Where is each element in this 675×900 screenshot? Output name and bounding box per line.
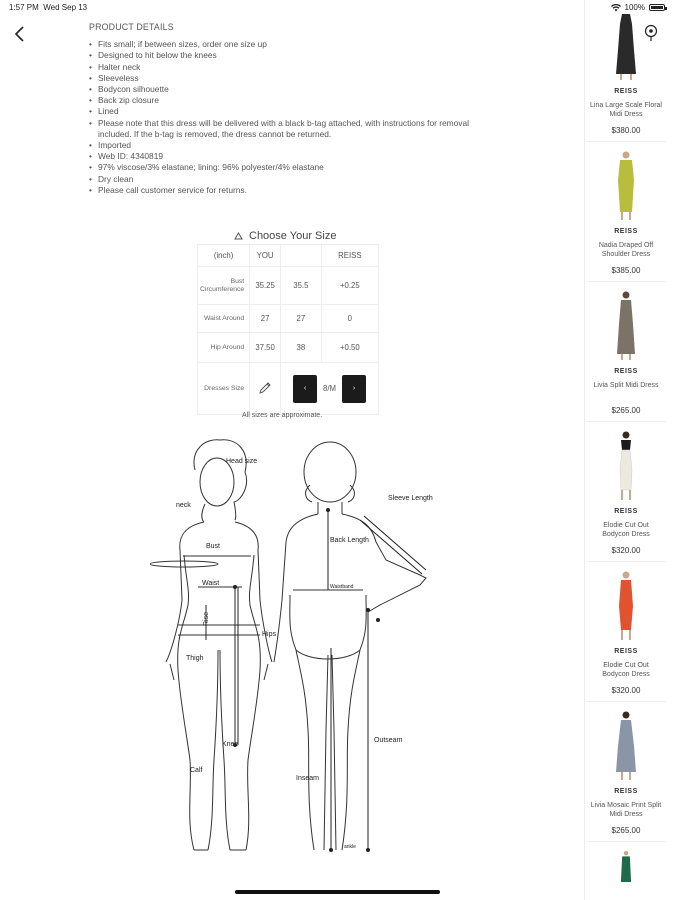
choose-size-title: Choose Your Size <box>249 230 337 242</box>
product-price: $380.00 <box>611 126 641 135</box>
product-brand: REISS <box>614 788 638 795</box>
status-time: 1:57 PM <box>9 3 39 12</box>
table-row <box>198 305 379 333</box>
detail-item: • 97% viscose/3% elastane; lining: 96% polyester/4% elastane <box>89 162 489 173</box>
label-outseam: Outseam <box>374 737 403 744</box>
status-bar <box>0 0 675 14</box>
size-value: 38 <box>280 333 321 363</box>
status-date: Wed Sep 13 <box>43 3 88 12</box>
product-thumbnail <box>612 150 640 222</box>
selected-size: 8/M <box>322 384 336 393</box>
detail-item: • Fits small; if between sizes, order one size up <box>89 39 489 50</box>
label-inseam: Inseam <box>296 775 319 782</box>
col-header-brand: REISS <box>321 245 378 267</box>
size-next-button[interactable]: › <box>342 375 366 403</box>
edit-cell <box>250 363 281 415</box>
row-label: Bust Circumference <box>198 267 250 305</box>
front-figure-outline <box>150 440 272 850</box>
detail-item: • Sleeveless <box>89 73 489 84</box>
size-selector-cell <box>280 363 378 415</box>
product-name: Livia Mosaic Print Split Midi Dress <box>590 802 662 818</box>
product-name: Elodie Cut Out Bodycon Dress <box>602 522 650 538</box>
label-neck: neck <box>176 502 191 509</box>
product-thumbnail <box>612 430 640 502</box>
product-card[interactable] <box>586 2 666 142</box>
product-name: Livia Split Midi Dress <box>593 382 659 389</box>
product-card[interactable] <box>586 282 666 422</box>
measurement-markers <box>233 508 380 852</box>
status-time-date <box>9 3 87 12</box>
pencil-icon[interactable] <box>258 381 272 395</box>
product-name: Nadia Draped Off Shoulder Dress <box>598 242 654 258</box>
product-details-list <box>89 39 489 196</box>
dress-size-label: Dresses Size <box>198 363 250 415</box>
product-name: Lina Large Scale Floral Midi Dress <box>590 102 662 118</box>
you-value: 35.25 <box>250 267 281 305</box>
product-details-title: PRODUCT DETAILS <box>89 22 174 32</box>
product-brand: REISS <box>614 508 638 515</box>
label-head-size: Head size <box>226 458 258 465</box>
you-value: 37.50 <box>250 333 281 363</box>
back-figure-outline <box>274 442 426 850</box>
size-approx-note: All sizes are approximate. <box>242 412 323 419</box>
label-thigh: Thigh <box>186 655 204 662</box>
table-row <box>198 363 379 415</box>
battery-percent: 100% <box>624 3 645 12</box>
label-waistband: Waistband <box>330 584 354 590</box>
label-calf: Calf <box>190 767 203 774</box>
size-selector <box>283 375 376 403</box>
detail-item: • Imported <box>89 140 489 151</box>
product-price: $265.00 <box>611 826 641 835</box>
col-header-you: YOU <box>250 245 281 267</box>
size-table <box>197 244 379 415</box>
size-value: 35.5 <box>280 267 321 305</box>
back-button[interactable] <box>10 24 30 44</box>
detail-item: • Please call customer service for returns. <box>89 185 489 196</box>
detail-item: • Bodycon silhouette <box>89 84 489 95</box>
product-name: Elodie Cut Out Bodycon Dress <box>602 662 650 678</box>
product-thumbnail <box>612 710 640 782</box>
product-card[interactable] <box>586 842 666 890</box>
table-row <box>198 267 379 305</box>
label-back-length: Back Length <box>330 537 369 544</box>
detail-item: • Back zip closure <box>89 95 489 106</box>
size-prev-button[interactable]: ‹ <box>293 375 317 403</box>
home-indicator[interactable] <box>235 890 440 894</box>
label-rise: Rise <box>203 611 210 626</box>
product-thumbnail <box>612 850 640 896</box>
choose-size-toggle[interactable] <box>234 230 336 242</box>
detail-item: • Dry clean <box>89 174 489 185</box>
product-price: $320.00 <box>611 686 641 695</box>
measurement-diagram <box>150 430 440 870</box>
table-row <box>198 333 379 363</box>
product-thumbnail <box>612 290 640 362</box>
detail-item: • Please note that this dress will be delivered with a black b-tag attached, with instructions for removal included. If the b-tag is removed, the dress cannot be returned. <box>89 118 489 140</box>
col-header-unit: (inch) <box>198 245 250 267</box>
product-card[interactable] <box>586 562 666 702</box>
product-price: $385.00 <box>611 266 641 275</box>
diff-value: +0.50 <box>321 333 378 363</box>
product-thumbnail <box>612 570 640 642</box>
chevron-left-icon <box>10 24 30 44</box>
detail-item: • Halter neck <box>89 62 489 73</box>
size-value: 27 <box>280 305 321 333</box>
row-label: Hip Around <box>198 333 250 363</box>
row-label: Waist Around <box>198 305 250 333</box>
product-thumbnail <box>612 10 640 82</box>
label-bust: Bust <box>206 543 221 550</box>
diff-value: +0.25 <box>321 267 378 305</box>
detail-item: • Designed to hit below the knees <box>89 50 489 61</box>
col-header-size <box>280 245 321 267</box>
label-knee: Knee <box>222 741 239 748</box>
label-hips: Hips <box>262 631 277 638</box>
product-card[interactable] <box>586 142 666 282</box>
product-card[interactable] <box>586 422 666 562</box>
product-brand: REISS <box>614 228 638 235</box>
product-details <box>89 22 489 196</box>
detail-item: • Web ID: 4340819 <box>89 151 489 162</box>
product-brand: REISS <box>614 368 638 375</box>
product-brand: REISS <box>614 648 638 655</box>
product-brand: REISS <box>614 88 638 95</box>
triangle-up-icon <box>234 232 243 240</box>
label-waist: Waist <box>202 580 220 587</box>
diff-value: 0 <box>321 305 378 333</box>
label-ankle: ankle <box>344 844 356 850</box>
product-card[interactable] <box>586 702 666 842</box>
product-price: $320.00 <box>611 546 641 555</box>
product-price: $265.00 <box>611 406 641 415</box>
label-sleeve-length: Sleeve Length <box>388 495 433 502</box>
you-value: 27 <box>250 305 281 333</box>
detail-item: • Lined <box>89 106 489 117</box>
